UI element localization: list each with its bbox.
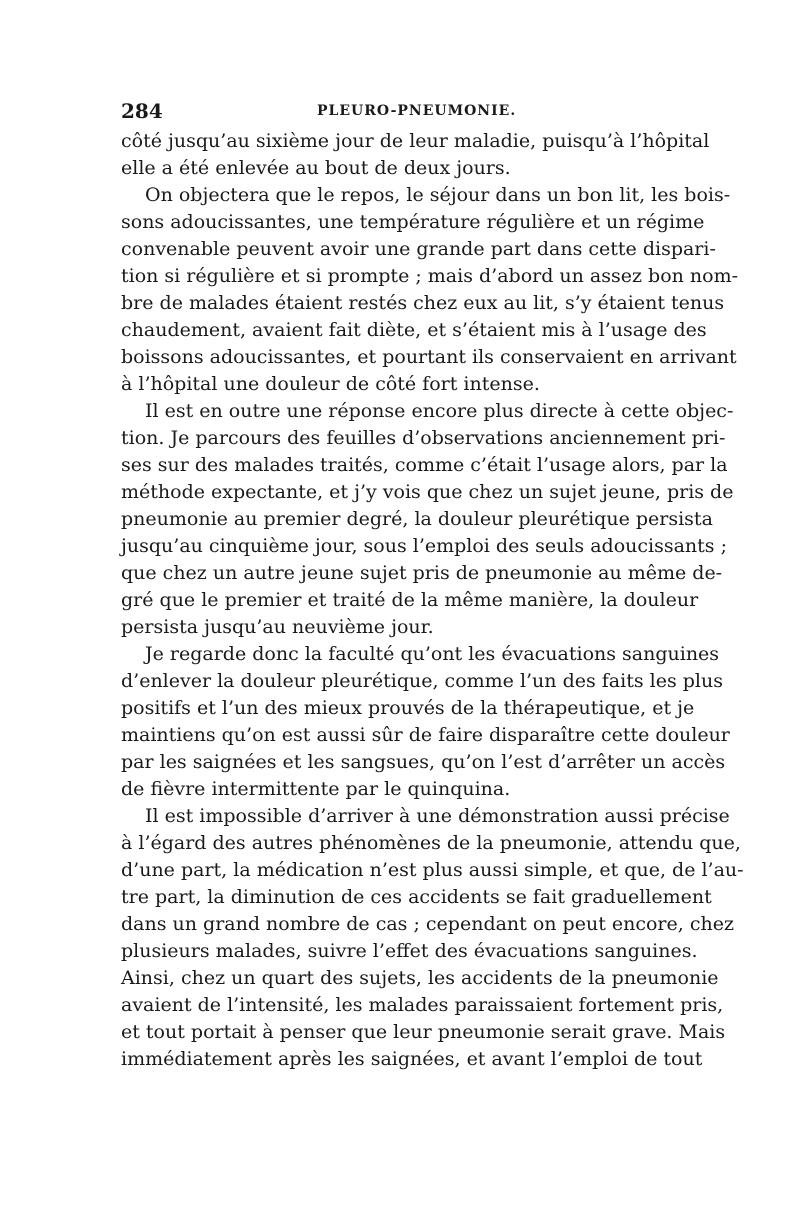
text-line: boissons adoucissantes, et pourtant ils conservaient en arrivant — [121, 346, 737, 368]
text-line: tion. Je parcours des feuilles d’observations anciennement pri- — [121, 427, 726, 449]
text-line: ses sur des malades traités, comme c’était l’usage alors, par la — [121, 454, 728, 476]
text-line: méthode expectante, et j’y vois que chez un sujet jeune, pris de — [121, 481, 734, 503]
text-line: que chez un autre jeune sujet pris de pneumonie au même de- — [121, 562, 723, 584]
text-line: plusieurs malades, suivre l’effet des évacuations sanguines. — [121, 940, 698, 962]
text-line: convenable peuvent avoir une grande part dans cette dispari- — [121, 238, 716, 260]
text-line: dans un grand nombre de cas ; cependant on peut encore, chez — [121, 913, 734, 935]
text-line: jusqu’au cinquième jour, sous l’emploi des seuls adoucissants ; — [121, 535, 727, 557]
text-line: de fièvre intermittente par le quinquina. — [121, 778, 511, 800]
text-line: elle a été enlevée au bout de deux jours. — [121, 157, 511, 179]
text-line: à l’hôpital une douleur de côté fort intense. — [121, 373, 540, 395]
text-line: Il est impossible d’arriver à une démonstration aussi précise — [145, 805, 730, 827]
text-line: d’une part, la médication n’est plus aussi simple, et que, de l’au- — [121, 859, 744, 881]
text-line: bre de malades étaient restés chez eux au lit, s’y étaient tenus — [121, 292, 725, 314]
text-line: sons adoucissantes, une température régulière et un régime — [121, 211, 705, 233]
text-line: positifs et l’un des mieux prouvés de la thérapeutique, et je — [121, 697, 695, 719]
text-line: Il est en outre une réponse encore plus directe à cette objec- — [145, 400, 734, 422]
text-line: chaudement, avaient fait diète, et s’étaient mis à l’usage des — [121, 319, 707, 341]
text-line: pneumonie au premier degré, la douleur pleurétique persista — [121, 508, 713, 530]
text-line: tre part, la diminution de ces accidents se fait graduellement — [121, 886, 712, 908]
text-line: On objectera que le repos, le séjour dans un bon lit, les bois- — [145, 184, 731, 206]
text-line: Ainsi, chez un quart des sujets, les accidents de la pneumonie — [121, 967, 719, 989]
page-number: 284 — [121, 99, 163, 123]
text-line: et tout portait à penser que leur pneumonie serait grave. Mais — [121, 1021, 726, 1043]
text-line: Je regarde donc la faculté qu’ont les évacuations sanguines — [145, 643, 720, 665]
page-header — [121, 99, 681, 125]
text-line: par les saignées et les sangsues, qu’on l’est d’arrêter un accès — [121, 751, 726, 773]
running-title: PLEURO-PNEUMONIE. — [317, 103, 517, 119]
text-line: maintiens qu’on est aussi sûr de faire disparaître cette douleur — [121, 724, 730, 746]
text-line: immédiatement après les saignées, et avant l’emploi de tout — [121, 1048, 703, 1070]
text-line: avaient de l’intensité, les malades paraissaient fortement pris, — [121, 994, 724, 1016]
text-line: gré que le premier et traité de la même manière, la douleur — [121, 589, 699, 611]
text-line: persista jusqu’au neuvième jour. — [121, 616, 434, 638]
text-line: d’enlever la douleur pleurétique, comme l’un des faits les plus — [121, 670, 723, 692]
text-line: tion si régulière et si prompte ; mais d’abord un assez bon nom- — [121, 265, 739, 287]
text-line: à l’égard des autres phénomènes de la pneumonie, attendu que, — [121, 832, 741, 854]
text-line: côté jusqu’au sixième jour de leur maladie, puisqu’à l’hôpital — [121, 130, 710, 152]
